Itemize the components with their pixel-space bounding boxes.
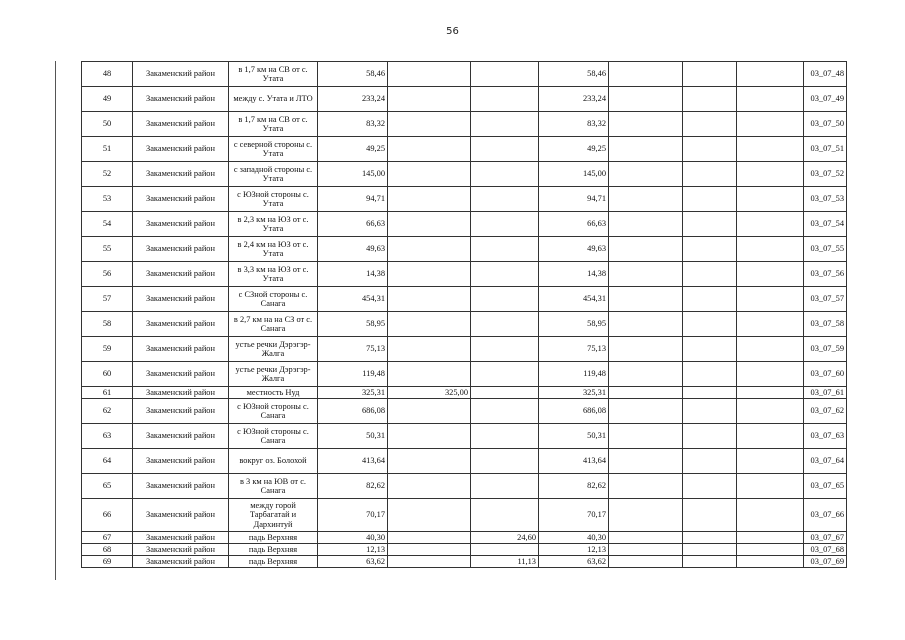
code-cell: 03_07_66	[804, 499, 847, 532]
area-total-cell: 145,00	[318, 162, 388, 187]
district-cell: Закаменский район	[133, 532, 229, 544]
area-col-1-cell	[388, 212, 471, 237]
area-total-cell: 66,63	[318, 212, 388, 237]
table-row	[82, 449, 847, 474]
area-col-4-cell	[609, 362, 683, 387]
code-cell: 03_07_57	[804, 287, 847, 312]
area-col-4-cell	[609, 212, 683, 237]
area-col-5-cell	[683, 262, 737, 287]
area-col-3-cell: 12,13	[539, 544, 609, 556]
area-col-5-cell	[683, 137, 737, 162]
location-cell: устье речки Дэрэгэр-Жалга	[229, 337, 318, 362]
location-cell: с северной стороны с. Утата	[229, 137, 318, 162]
area-col-5-cell	[683, 424, 737, 449]
district-cell: Закаменский район	[133, 262, 229, 287]
area-col-3-cell: 66,63	[539, 212, 609, 237]
row-number: 61	[82, 387, 133, 399]
area-total-cell: 233,24	[318, 87, 388, 112]
row-number: 55	[82, 237, 133, 262]
area-col-4-cell	[609, 137, 683, 162]
area-col-2-cell	[471, 162, 539, 187]
area-col-5-cell	[683, 62, 737, 87]
area-col-5-cell	[683, 449, 737, 474]
area-total-cell: 49,25	[318, 137, 388, 162]
area-col-6-cell	[737, 212, 804, 237]
area-col-5-cell	[683, 556, 737, 568]
code-cell: 03_07_64	[804, 449, 847, 474]
registry-table	[81, 61, 847, 568]
area-col-4-cell	[609, 262, 683, 287]
code-cell: 03_07_54	[804, 212, 847, 237]
area-col-4-cell	[609, 62, 683, 87]
area-col-5-cell	[683, 399, 737, 424]
table-row	[82, 87, 847, 112]
area-col-3-cell: 94,71	[539, 187, 609, 212]
area-col-1-cell	[388, 262, 471, 287]
location-cell: падь Верхняя	[229, 544, 318, 556]
table-row	[82, 137, 847, 162]
code-cell: 03_07_67	[804, 532, 847, 544]
table-row	[82, 532, 847, 544]
area-total-cell: 50,31	[318, 424, 388, 449]
area-col-4-cell	[609, 187, 683, 212]
area-col-4-cell	[609, 312, 683, 337]
area-col-3-cell: 75,13	[539, 337, 609, 362]
district-cell: Закаменский район	[133, 449, 229, 474]
district-cell: Закаменский район	[133, 362, 229, 387]
area-col-4-cell	[609, 237, 683, 262]
area-col-1-cell	[388, 474, 471, 499]
district-cell: Закаменский район	[133, 112, 229, 137]
location-cell: с ЮЗной стороны с. Санага	[229, 424, 318, 449]
area-total-cell: 413,64	[318, 449, 388, 474]
location-cell: с СЗной стороны с. Санага	[229, 287, 318, 312]
code-cell: 03_07_49	[804, 87, 847, 112]
area-col-2-cell	[471, 262, 539, 287]
location-cell: между с. Утата и ЛТО	[229, 87, 318, 112]
location-cell: в 2,4 км на ЮЗ от с. Утата	[229, 237, 318, 262]
area-col-5-cell	[683, 187, 737, 212]
area-col-6-cell	[737, 362, 804, 387]
area-col-6-cell	[737, 337, 804, 362]
table-row	[82, 237, 847, 262]
area-col-6-cell	[737, 287, 804, 312]
table-row	[82, 399, 847, 424]
district-cell: Закаменский район	[133, 544, 229, 556]
location-cell: в 3 км на ЮВ от с. Санага	[229, 474, 318, 499]
area-col-6-cell	[737, 162, 804, 187]
area-col-1-cell	[388, 399, 471, 424]
area-col-6-cell	[737, 556, 804, 568]
district-cell: Закаменский район	[133, 399, 229, 424]
row-number: 53	[82, 187, 133, 212]
area-col-1-cell	[388, 544, 471, 556]
code-cell: 03_07_52	[804, 162, 847, 187]
location-cell: падь Верхняя	[229, 556, 318, 568]
row-number: 68	[82, 544, 133, 556]
area-col-1-cell	[388, 532, 471, 544]
code-cell: 03_07_62	[804, 399, 847, 424]
table-row	[82, 162, 847, 187]
area-col-2-cell	[471, 499, 539, 532]
area-col-6-cell	[737, 424, 804, 449]
row-number: 64	[82, 449, 133, 474]
area-col-3-cell: 49,25	[539, 137, 609, 162]
area-total-cell: 58,46	[318, 62, 388, 87]
area-col-5-cell	[683, 212, 737, 237]
code-cell: 03_07_55	[804, 237, 847, 262]
area-col-2-cell	[471, 544, 539, 556]
area-col-6-cell	[737, 237, 804, 262]
area-total-cell: 40,30	[318, 532, 388, 544]
row-number: 56	[82, 262, 133, 287]
row-number: 62	[82, 399, 133, 424]
area-col-1-cell	[388, 187, 471, 212]
area-total-cell: 82,62	[318, 474, 388, 499]
row-number: 52	[82, 162, 133, 187]
code-cell: 03_07_58	[804, 312, 847, 337]
area-col-2-cell	[471, 112, 539, 137]
area-col-4-cell	[609, 162, 683, 187]
area-col-3-cell: 40,30	[539, 532, 609, 544]
code-cell: 03_07_60	[804, 362, 847, 387]
area-total-cell: 119,48	[318, 362, 388, 387]
location-cell: в 2,7 км на на СЗ от с. Санага	[229, 312, 318, 337]
area-col-2-cell	[471, 137, 539, 162]
area-col-3-cell: 63,62	[539, 556, 609, 568]
code-cell: 03_07_56	[804, 262, 847, 287]
code-cell: 03_07_63	[804, 424, 847, 449]
table-row	[82, 362, 847, 387]
district-cell: Закаменский район	[133, 162, 229, 187]
area-col-1-cell	[388, 424, 471, 449]
area-col-5-cell	[683, 337, 737, 362]
code-cell: 03_07_68	[804, 544, 847, 556]
area-col-1-cell	[388, 137, 471, 162]
area-col-4-cell	[609, 112, 683, 137]
row-number: 48	[82, 62, 133, 87]
row-number: 54	[82, 212, 133, 237]
area-col-6-cell	[737, 87, 804, 112]
area-total-cell: 70,17	[318, 499, 388, 532]
code-cell: 03_07_65	[804, 474, 847, 499]
area-col-5-cell	[683, 162, 737, 187]
area-col-3-cell: 58,46	[539, 62, 609, 87]
area-col-6-cell	[737, 187, 804, 212]
code-cell: 03_07_48	[804, 62, 847, 87]
area-col-6-cell	[737, 112, 804, 137]
table-row	[82, 187, 847, 212]
area-col-4-cell	[609, 287, 683, 312]
area-col-5-cell	[683, 499, 737, 532]
area-col-3-cell: 58,95	[539, 312, 609, 337]
code-cell: 03_07_51	[804, 137, 847, 162]
district-cell: Закаменский район	[133, 424, 229, 449]
area-col-4-cell	[609, 556, 683, 568]
location-cell: вокруг оз. Болохой	[229, 449, 318, 474]
area-col-4-cell	[609, 544, 683, 556]
location-cell: с западной стороны с. Утата	[229, 162, 318, 187]
location-cell: в 2,3 км на ЮЗ от с. Утата	[229, 212, 318, 237]
area-col-2-cell	[471, 424, 539, 449]
area-col-2-cell: 11,13	[471, 556, 539, 568]
area-col-1-cell	[388, 287, 471, 312]
table-row	[82, 262, 847, 287]
table-row	[82, 212, 847, 237]
area-col-5-cell	[683, 287, 737, 312]
area-col-5-cell	[683, 87, 737, 112]
area-total-cell: 686,08	[318, 399, 388, 424]
area-col-5-cell	[683, 112, 737, 137]
area-total-cell: 325,31	[318, 387, 388, 399]
area-col-3-cell: 49,63	[539, 237, 609, 262]
row-number: 57	[82, 287, 133, 312]
area-col-5-cell	[683, 387, 737, 399]
page-number: 56	[446, 26, 459, 37]
area-col-3-cell: 686,08	[539, 399, 609, 424]
area-col-4-cell	[609, 337, 683, 362]
area-col-2-cell	[471, 449, 539, 474]
area-col-5-cell	[683, 237, 737, 262]
row-number: 51	[82, 137, 133, 162]
table-row	[82, 544, 847, 556]
area-col-1-cell	[388, 337, 471, 362]
area-col-6-cell	[737, 474, 804, 499]
district-cell: Закаменский район	[133, 87, 229, 112]
row-number: 60	[82, 362, 133, 387]
district-cell: Закаменский район	[133, 337, 229, 362]
area-col-3-cell: 454,31	[539, 287, 609, 312]
area-col-3-cell: 119,48	[539, 362, 609, 387]
area-col-1-cell	[388, 112, 471, 137]
location-cell: между горой Тарбагатай и Дархинтуй	[229, 499, 318, 532]
area-total-cell: 58,95	[318, 312, 388, 337]
area-col-1-cell	[388, 62, 471, 87]
area-col-2-cell	[471, 362, 539, 387]
area-col-2-cell	[471, 187, 539, 212]
district-cell: Закаменский район	[133, 287, 229, 312]
margin-line	[55, 61, 56, 580]
area-col-4-cell	[609, 387, 683, 399]
district-cell: Закаменский район	[133, 187, 229, 212]
area-col-3-cell: 14,38	[539, 262, 609, 287]
location-cell: падь Верхняя	[229, 532, 318, 544]
district-cell: Закаменский район	[133, 474, 229, 499]
area-col-2-cell	[471, 387, 539, 399]
area-col-5-cell	[683, 544, 737, 556]
area-total-cell: 83,32	[318, 112, 388, 137]
area-col-4-cell	[609, 399, 683, 424]
row-number: 58	[82, 312, 133, 337]
area-col-5-cell	[683, 532, 737, 544]
area-col-3-cell: 83,32	[539, 112, 609, 137]
area-total-cell: 94,71	[318, 187, 388, 212]
area-col-6-cell	[737, 312, 804, 337]
row-number: 63	[82, 424, 133, 449]
area-col-3-cell: 145,00	[539, 162, 609, 187]
area-col-6-cell	[737, 499, 804, 532]
location-cell: местность Нуд	[229, 387, 318, 399]
area-col-1-cell	[388, 449, 471, 474]
area-col-2-cell	[471, 212, 539, 237]
area-col-1-cell	[388, 499, 471, 532]
location-cell: устье речки Дэрэгэр-Жалга	[229, 362, 318, 387]
area-col-2-cell	[471, 474, 539, 499]
district-cell: Закаменский район	[133, 499, 229, 532]
code-cell: 03_07_50	[804, 112, 847, 137]
area-col-6-cell	[737, 544, 804, 556]
table-row	[82, 499, 847, 532]
row-number: 66	[82, 499, 133, 532]
row-number: 49	[82, 87, 133, 112]
table-row	[82, 62, 847, 87]
table-row	[82, 474, 847, 499]
area-total-cell: 14,38	[318, 262, 388, 287]
area-col-4-cell	[609, 449, 683, 474]
area-col-1-cell	[388, 162, 471, 187]
area-col-6-cell	[737, 387, 804, 399]
table-row	[82, 387, 847, 399]
area-col-3-cell: 82,62	[539, 474, 609, 499]
table-row	[82, 424, 847, 449]
code-cell: 03_07_69	[804, 556, 847, 568]
area-col-3-cell: 70,17	[539, 499, 609, 532]
district-cell: Закаменский район	[133, 137, 229, 162]
area-col-6-cell	[737, 262, 804, 287]
area-col-1-cell	[388, 556, 471, 568]
row-number: 59	[82, 337, 133, 362]
area-col-1-cell	[388, 362, 471, 387]
area-col-1-cell	[388, 312, 471, 337]
area-col-2-cell	[471, 237, 539, 262]
district-cell: Закаменский район	[133, 312, 229, 337]
table-row	[82, 556, 847, 568]
row-number: 50	[82, 112, 133, 137]
area-col-1-cell	[388, 237, 471, 262]
area-col-5-cell	[683, 362, 737, 387]
area-col-4-cell	[609, 474, 683, 499]
row-number: 67	[82, 532, 133, 544]
area-total-cell: 454,31	[318, 287, 388, 312]
location-cell: с ЮЗной стороны с. Утата	[229, 187, 318, 212]
area-col-2-cell	[471, 399, 539, 424]
area-col-2-cell: 24,60	[471, 532, 539, 544]
table-row	[82, 287, 847, 312]
location-cell: в 3,3 км на ЮЗ от с. Утата	[229, 262, 318, 287]
area-col-6-cell	[737, 62, 804, 87]
row-number: 65	[82, 474, 133, 499]
table-row	[82, 312, 847, 337]
area-col-3-cell: 413,64	[539, 449, 609, 474]
row-number: 69	[82, 556, 133, 568]
location-cell: с ЮЗной стороны с. Санага	[229, 399, 318, 424]
area-col-6-cell	[737, 137, 804, 162]
table-body	[82, 62, 847, 568]
area-col-3-cell: 50,31	[539, 424, 609, 449]
area-col-4-cell	[609, 87, 683, 112]
area-col-6-cell	[737, 449, 804, 474]
area-col-5-cell	[683, 474, 737, 499]
area-col-4-cell	[609, 532, 683, 544]
code-cell: 03_07_59	[804, 337, 847, 362]
location-cell: в 1,7 км на СВ от с. Утата	[229, 112, 318, 137]
district-cell: Закаменский район	[133, 212, 229, 237]
area-col-2-cell	[471, 337, 539, 362]
code-cell: 03_07_61	[804, 387, 847, 399]
code-cell: 03_07_53	[804, 187, 847, 212]
area-col-6-cell	[737, 399, 804, 424]
area-col-2-cell	[471, 287, 539, 312]
area-col-6-cell	[737, 532, 804, 544]
area-total-cell: 63,62	[318, 556, 388, 568]
area-col-1-cell: 325,00	[388, 387, 471, 399]
district-cell: Закаменский район	[133, 387, 229, 399]
district-cell: Закаменский район	[133, 556, 229, 568]
location-cell: в 1,7 км на СВ от с. Утата	[229, 62, 318, 87]
area-col-2-cell	[471, 312, 539, 337]
district-cell: Закаменский район	[133, 62, 229, 87]
area-col-3-cell: 325,31	[539, 387, 609, 399]
table-row	[82, 337, 847, 362]
district-cell: Закаменский район	[133, 237, 229, 262]
area-col-2-cell	[471, 62, 539, 87]
area-col-4-cell	[609, 499, 683, 532]
area-total-cell: 12,13	[318, 544, 388, 556]
area-total-cell: 49,63	[318, 237, 388, 262]
area-col-4-cell	[609, 424, 683, 449]
area-total-cell: 75,13	[318, 337, 388, 362]
area-col-1-cell	[388, 87, 471, 112]
table-row	[82, 112, 847, 137]
area-col-3-cell: 233,24	[539, 87, 609, 112]
area-col-5-cell	[683, 312, 737, 337]
area-col-2-cell	[471, 87, 539, 112]
